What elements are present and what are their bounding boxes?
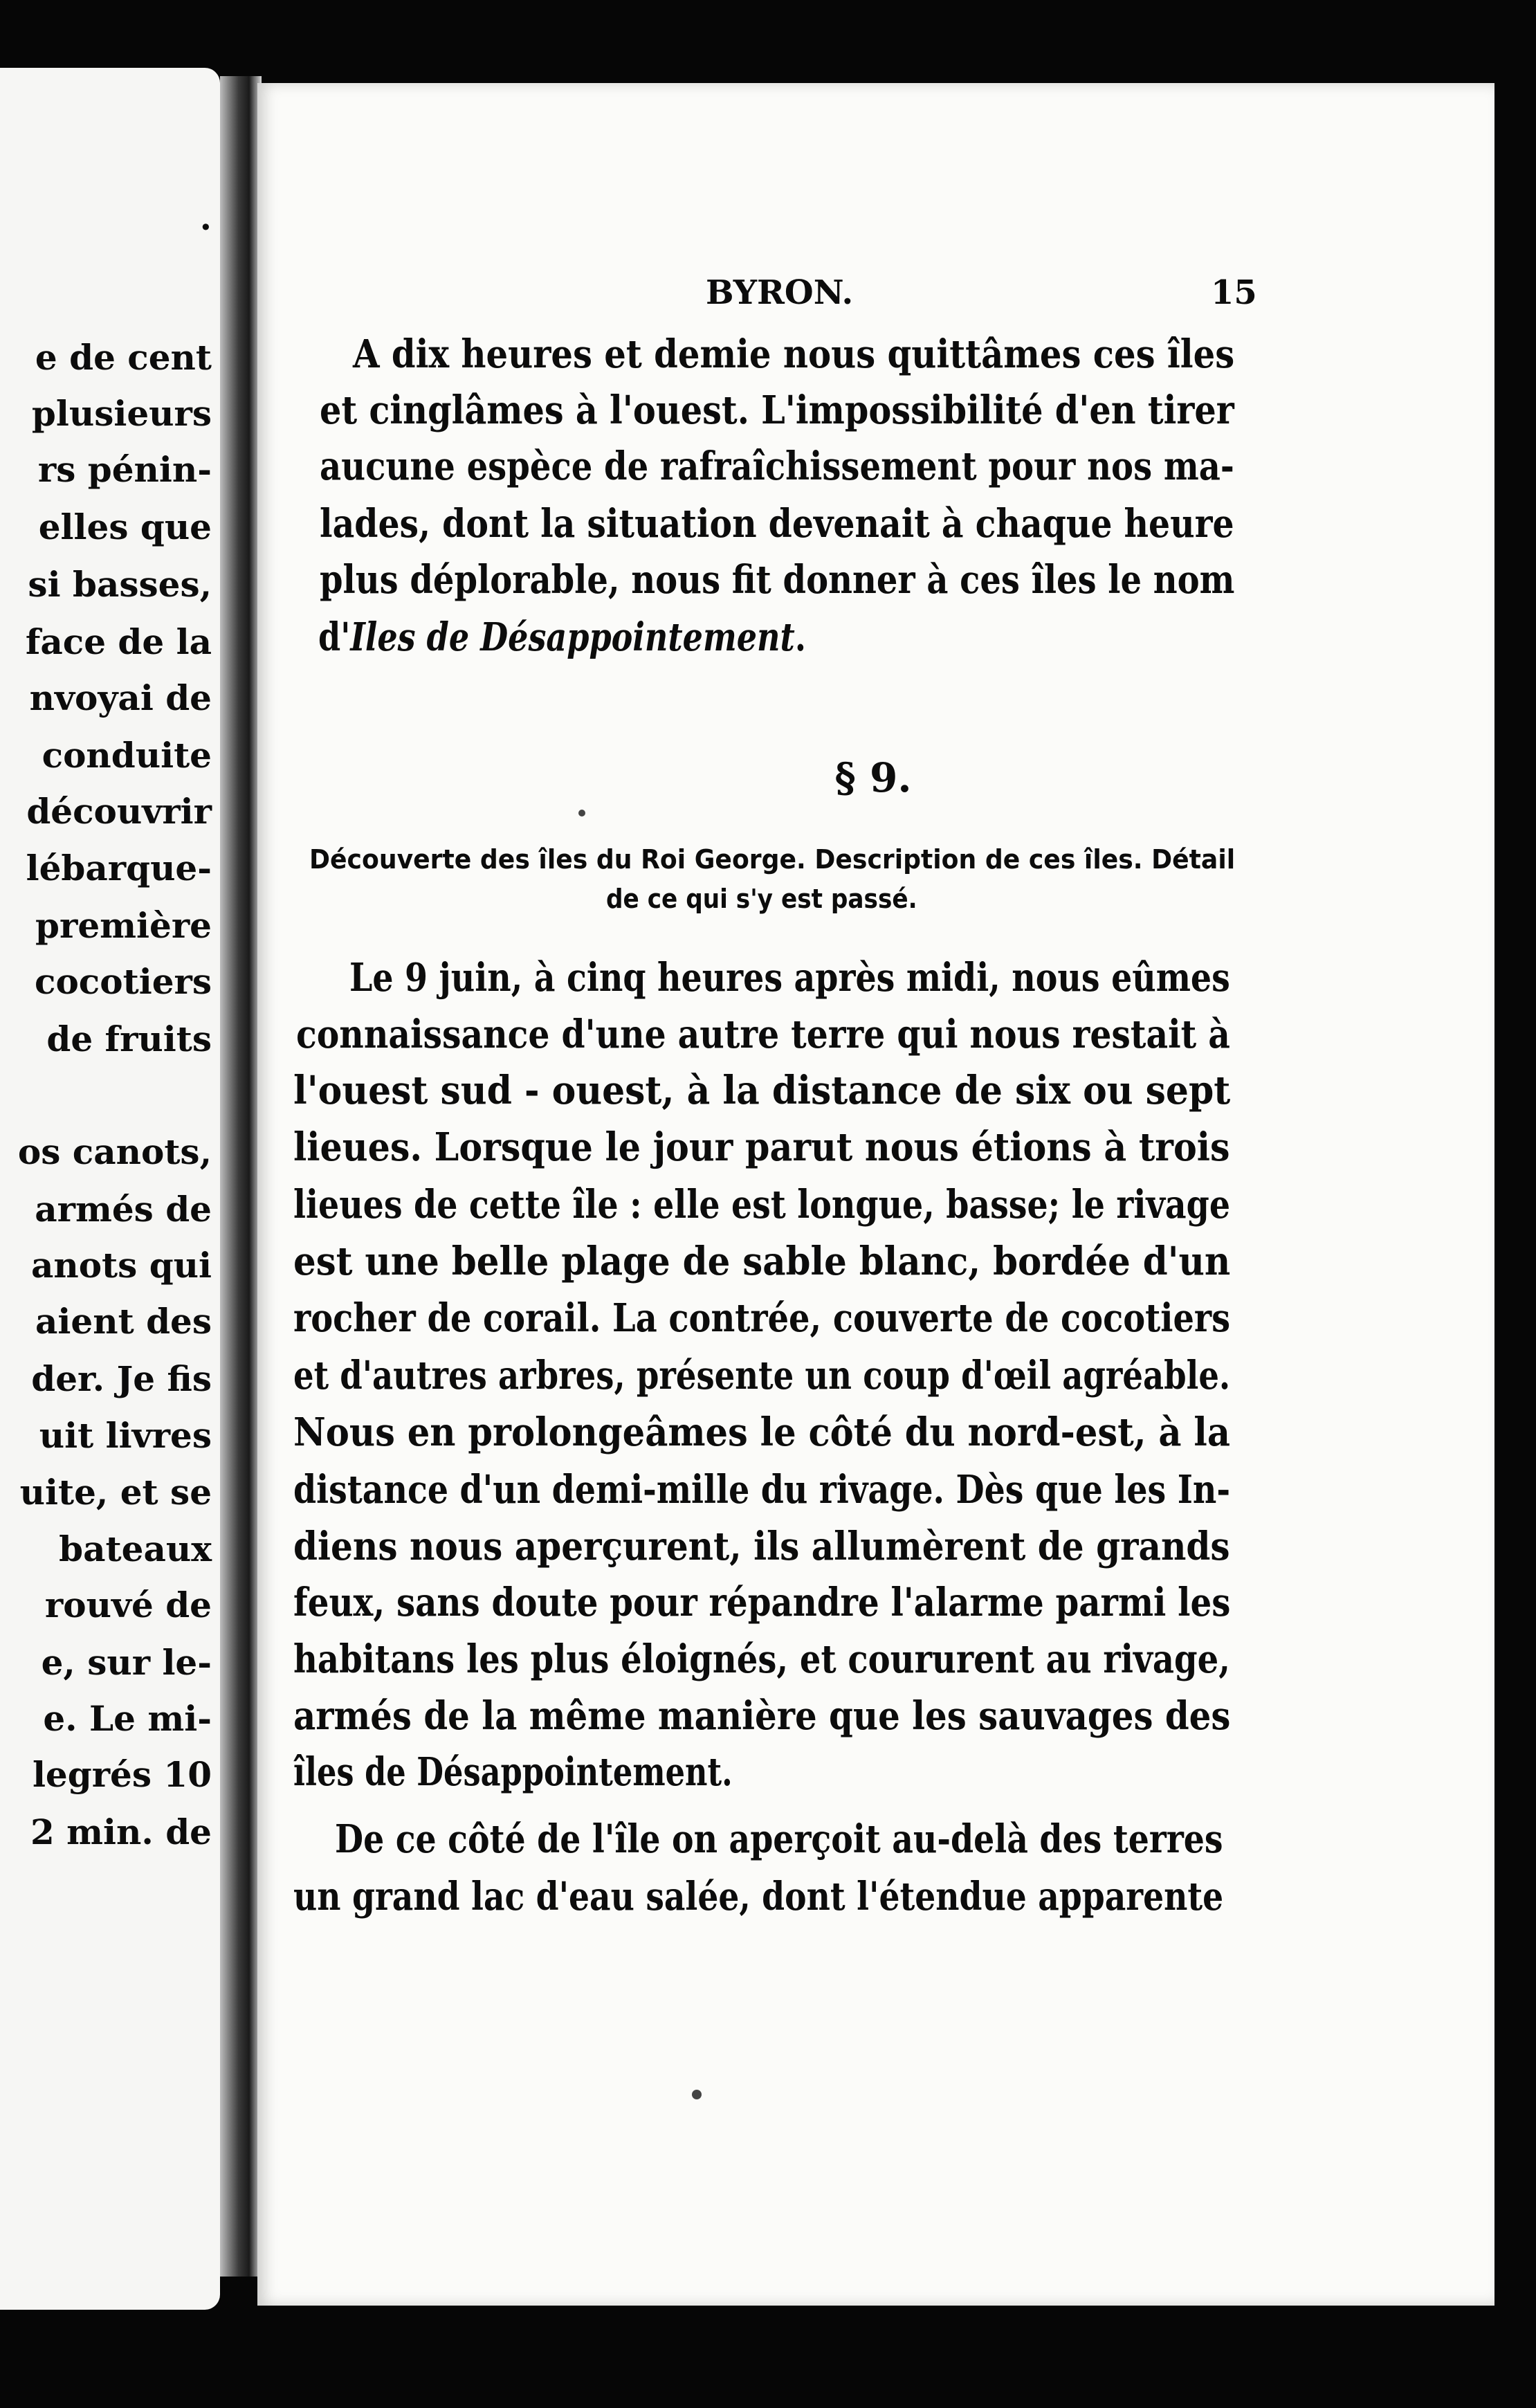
text-line: îles de Désappointement. (293, 1749, 733, 1795)
text-line: A dix heures et demie nous quittâmes ces îles (353, 331, 1235, 377)
summary-line: de ce qui s'y est passé. (606, 884, 917, 914)
left-page-line: première (35, 905, 212, 946)
left-page-line: os canots, (17, 1131, 212, 1172)
left-page-line: lébarque- (26, 848, 212, 888)
left-facing-page (0, 68, 220, 2310)
text-line: lades, dont la situation devenait à chaque heure (320, 501, 1234, 547)
left-page-line: uite, et se (19, 1472, 212, 1513)
text-line: armés de la même manière que les sauvages des (293, 1693, 1231, 1739)
left-page-line: nvoyai de (29, 677, 212, 718)
left-page-line: 2 min. de (30, 1812, 212, 1852)
text-line: rocher de corail. La contrée, couverte de cocotiers (293, 1295, 1231, 1341)
text-line: De ce côté de l'île on aperçoit au-delà des terres (335, 1816, 1223, 1862)
left-page-line: e, sur le- (41, 1642, 212, 1683)
text-line: connaissance d'une autre terre qui nous restait à (296, 1012, 1230, 1057)
text-line: Nous en prolongeâmes le côté du nord-est, à la (293, 1410, 1230, 1455)
summary-line: Découverte des îles du Roi George. Description de ces îles. Détail (309, 844, 1236, 875)
left-page-line: e de cent (35, 337, 212, 378)
text-run: d' (318, 614, 351, 660)
text-line: diens nous aperçurent, ils allumèrent de grands (293, 1524, 1230, 1569)
text-line (318, 614, 806, 660)
text-line: plus déplorable, nous fit donner à ces îles le nom (320, 557, 1235, 603)
page-number: 15 (1211, 273, 1257, 312)
left-page-line: der. Je fis (31, 1358, 212, 1399)
book-gutter (220, 76, 262, 2277)
text-line: un grand lac d'eau salée, dont l'étendue apparente (293, 1874, 1224, 1919)
italic-run: Iles de Désappointement (350, 614, 795, 660)
text-line: distance d'un demi-mille du rivage. Dès que les In- (293, 1467, 1231, 1513)
text-line: habitans les plus éloignés, et coururent au rivage, (293, 1636, 1230, 1682)
left-page-line: si basses, (28, 564, 212, 605)
text-line: et d'autres arbres, présente un coup d'œil agréable. (293, 1353, 1231, 1398)
left-page-line: de fruits (46, 1019, 212, 1059)
left-page-line: uit livres (39, 1415, 212, 1456)
section-heading: § 9. (834, 754, 912, 801)
ink-speck (692, 2090, 702, 2099)
left-page-line: e. Le mi- (43, 1698, 212, 1739)
left-page-line: cocotiers (35, 961, 212, 1002)
left-page-line: elles que (38, 507, 212, 547)
left-page-line: anots qui (30, 1245, 212, 1286)
left-page-line: plusieurs (31, 393, 212, 434)
left-page-line: bateaux (59, 1529, 212, 1569)
ink-speck (578, 810, 585, 817)
text-line: est une belle plage de sable blanc, bordée d'un (293, 1239, 1231, 1284)
left-page-line: conduite (42, 735, 212, 776)
left-page-line: . (199, 197, 212, 238)
text-line: aucune espèce de rafraîchissement pour nos ma- (320, 444, 1234, 489)
text-line: lieues. Lorsque le jour parut nous étions à trois (293, 1124, 1230, 1170)
left-page-line: legrés 10 (32, 1754, 212, 1795)
text-run: . (794, 614, 806, 660)
text-line: Le 9 juin, à cinq heures après midi, nous eûmes (349, 955, 1230, 1001)
text-line: et cinglâmes à l'ouest. L'impossibilité d'en tirer (320, 387, 1234, 433)
left-page-line: rouvé de (44, 1585, 212, 1625)
text-line: feux, sans doute pour répandre l'alarme parmi les (293, 1580, 1231, 1625)
text-line: lieues de cette île : elle est longue, basse; le rivage (293, 1182, 1230, 1228)
page (257, 83, 1494, 2306)
left-page-line: armés de (35, 1189, 212, 1230)
left-page-line: face de la (25, 621, 212, 662)
left-page-line: rs pénin- (37, 449, 212, 490)
left-page-line: découvrir (26, 791, 212, 832)
text-line: l'ouest sud - ouest, à la distance de six ou sept (293, 1068, 1231, 1113)
running-title: BYRON. (706, 273, 854, 312)
left-page-line: aient des (35, 1301, 212, 1342)
